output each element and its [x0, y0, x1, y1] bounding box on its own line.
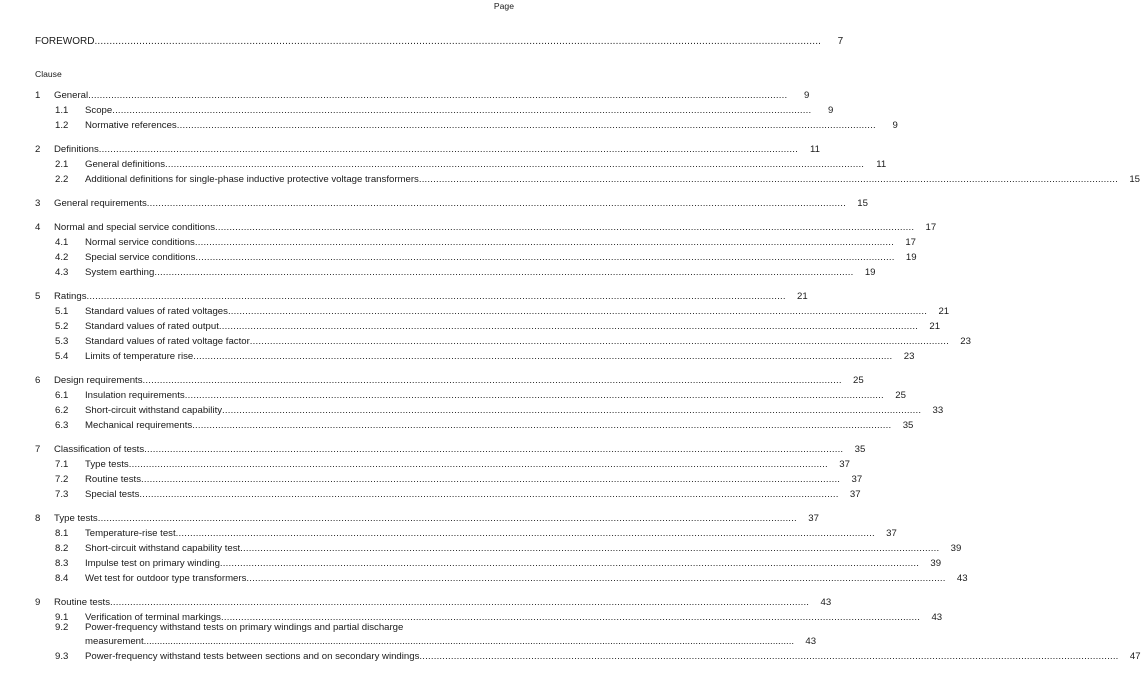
leader-dots [139, 490, 838, 500]
toc-entry-page: 39 [930, 558, 942, 570]
toc-entry-title: Normal and special service conditions [54, 222, 216, 234]
toc-subsection-number: 5.4 [55, 351, 69, 363]
leader-dots [143, 376, 842, 386]
toc-entry-title-wrap [85, 623, 794, 647]
leader-dots [88, 91, 787, 101]
toc-entry-title: Wet test for outdoor type transformers [85, 573, 247, 585]
toc-subsection-9.1[interactable] [35, 608, 943, 624]
toc-entry-title-wrap [85, 460, 828, 470]
toc-subsection-number: 7.2 [55, 474, 69, 486]
leader-dots [193, 352, 892, 362]
toc-entry-page: 11 [810, 144, 820, 156]
toc-subsection-number: 8.4 [55, 573, 69, 585]
leader-dots [147, 199, 846, 209]
toc-entry-page: 35 [902, 420, 914, 432]
toc-entry-title: Ratings [54, 291, 87, 303]
toc-entry-page: 15 [1129, 174, 1140, 186]
toc-entry-page: 43 [956, 573, 968, 585]
toc-subsection-8.3[interactable] [35, 554, 942, 570]
toc-section-8[interactable] [35, 509, 819, 525]
toc-entry-title: Special service conditions [85, 252, 196, 264]
toc-subsection-5.4[interactable] [35, 347, 915, 363]
leader-dots [419, 652, 1118, 662]
toc-subsection-6.2[interactable] [35, 401, 944, 417]
toc-entry-title: General definitions [85, 159, 165, 171]
toc-subsection-number: 4.1 [55, 237, 69, 249]
toc-section-9[interactable] [35, 593, 832, 609]
toc-entry-page: 23 [903, 351, 915, 363]
toc-entry-title-wrap [54, 376, 842, 386]
toc-subsection-number: 4.3 [55, 267, 69, 279]
leader-dots [250, 337, 949, 347]
toc-entry-title-wrap [54, 292, 786, 302]
toc-entry-title-wrap [85, 322, 918, 332]
toc-subsection-number: 9.2 [55, 622, 69, 633]
toc-subsection-6.1[interactable] [35, 386, 906, 402]
clause-column-header: Clause [35, 69, 62, 79]
toc-subsection-1.1[interactable] [35, 101, 834, 117]
toc-entry-page: 47 [1129, 651, 1141, 663]
toc-entry-title-wrap [85, 421, 891, 431]
toc-entry-title-wrap [85, 175, 1118, 185]
leader-dots [112, 106, 811, 116]
leader-dots [144, 445, 843, 455]
toc-subsection-8.2[interactable] [35, 539, 962, 555]
toc-entry-title-wrap [85, 307, 927, 317]
leader-dots [195, 238, 894, 248]
toc-entry-page: 37 [886, 528, 897, 540]
toc-section-5[interactable] [35, 287, 808, 303]
toc-entry-title: Type tests [85, 459, 129, 471]
toc-section-number: 1 [35, 90, 41, 102]
toc-entry-title: Normative references [85, 120, 177, 132]
toc-entry-title-wrap [85, 529, 875, 539]
toc-subsection-number: 8.3 [55, 558, 69, 570]
toc-subsection-number: 1.2 [55, 120, 69, 132]
toc-subsection-1.2[interactable] [35, 116, 898, 132]
toc-entry-page: 9 [803, 90, 810, 102]
toc-subsection-8.1[interactable] [35, 524, 897, 540]
leader-dots [228, 307, 927, 317]
table-of-contents [35, 86, 1141, 663]
toc-entry-title: System earthing [85, 267, 155, 279]
leader-dots [87, 292, 786, 302]
toc-subsection-number: 2.1 [55, 159, 69, 171]
page-column-header: Page [493, 1, 514, 11]
toc-section-1[interactable] [35, 86, 810, 102]
toc-subsection-number: 7.1 [55, 459, 69, 471]
toc-subsection-number: 2.2 [55, 174, 69, 186]
toc-entry-title: Additional definitions for single-phase inductive protective voltage transformers [85, 174, 419, 186]
leader-dots [195, 253, 894, 263]
toc-entry-page: 25 [853, 375, 864, 387]
leader-dots [99, 145, 798, 155]
toc-section-7[interactable] [35, 440, 866, 456]
toc-entry-title-wrap [85, 652, 1119, 662]
toc-entry-title-wrap [85, 121, 876, 131]
toc-section-number: 5 [35, 291, 41, 303]
leader-dots [215, 223, 914, 233]
leader-dots [94, 37, 821, 47]
toc-entry-title-wrap [85, 352, 892, 362]
toc-entry-foreword[interactable] [35, 32, 844, 47]
toc-subsection-number: 9.1 [55, 612, 69, 624]
toc-entry-page: 25 [895, 390, 906, 402]
toc-entry-page: 37 [839, 459, 850, 471]
toc-entry-title: Special tests [85, 489, 140, 501]
toc-entry-title: Routine tests [85, 474, 141, 486]
toc-subsection-4.3[interactable] [35, 263, 876, 279]
toc-entry-title: Normal service conditions [85, 237, 195, 249]
toc-entry-title: Standard values of rated output [85, 321, 219, 333]
toc-entry-page: 21 [938, 306, 950, 318]
leader-dots [176, 529, 875, 539]
toc-subsection-number: 4.2 [55, 252, 69, 264]
toc-entry-page: 11 [876, 159, 887, 171]
toc-subsection-4.2[interactable] [35, 248, 917, 264]
toc-entry-title-wrap [85, 253, 895, 263]
toc-entry-page: 21 [929, 321, 941, 333]
toc-entry-page: 15 [857, 198, 868, 210]
toc-section-number: 9 [35, 597, 41, 609]
toc-entry-title-wrap [54, 145, 798, 155]
toc-entry-title-wrap [54, 199, 846, 209]
toc-subsection-number: 8.2 [55, 543, 69, 555]
toc-entry-title: Standard values of rated voltages [85, 306, 228, 318]
toc-entry-title-wrap [85, 574, 946, 584]
leader-dots [177, 121, 876, 131]
toc-subsection-number: 9.3 [55, 651, 69, 663]
toc-entry-page: 7 [837, 36, 844, 47]
leader-dots [110, 598, 809, 608]
toc-entry-title-wrap [85, 337, 949, 347]
toc-subsection-number: 6.1 [55, 390, 69, 402]
toc-entry-page: 35 [854, 444, 866, 456]
toc-entry-title-wrap [54, 91, 787, 101]
toc-entry-title: Short-circuit withstand capability [85, 405, 223, 417]
toc-section-number: 6 [35, 375, 41, 387]
leader-dots [246, 574, 945, 584]
toc-entry-page: 37 [808, 513, 819, 525]
toc-entry-title: Limits of temperature rise [85, 351, 194, 363]
leader-dots [185, 391, 884, 401]
toc-entry-title-wrap [85, 559, 919, 569]
toc-entry-title-wrap [85, 406, 921, 416]
toc-entry-title: Short-circuit withstand capability test [85, 543, 241, 555]
toc-subsection-7.3[interactable] [35, 485, 861, 501]
toc-entry-page: 37 [851, 474, 863, 486]
toc-entry-title-wrap [85, 160, 864, 170]
toc-entry-title: Standard values of rated voltage factor [85, 336, 250, 348]
toc-subsection-number: 1.1 [55, 105, 69, 117]
leader-dots [144, 637, 794, 647]
toc-section-3[interactable] [35, 194, 868, 210]
toc-subsection-number: 5.3 [55, 336, 69, 348]
toc-subsection-7.1[interactable] [35, 455, 850, 471]
toc-subsection-8.4[interactable] [35, 569, 968, 585]
toc-entry-page: 19 [864, 267, 876, 279]
leader-dots [98, 514, 797, 524]
toc-entry-page: 39 [950, 543, 962, 555]
toc-subsection-number: 6.3 [55, 420, 69, 432]
toc-subsection-number: 8.1 [55, 528, 69, 540]
toc-entry-title: General requirements [54, 198, 147, 210]
toc-subsection-2.1[interactable] [35, 155, 887, 171]
toc-entry-title-continued: measurement [85, 636, 144, 648]
toc-section-number: 8 [35, 513, 41, 525]
toc-subsection-4.1[interactable] [35, 233, 917, 249]
toc-entry-title-wrap [54, 223, 914, 233]
toc-entry-page: 23 [960, 336, 971, 348]
toc-entry-title: FOREWORD [35, 36, 95, 47]
toc-entry-page: 17 [925, 222, 937, 234]
leader-dots [419, 175, 1118, 185]
leader-dots [220, 559, 919, 569]
toc-entry-title-wrap [85, 106, 811, 116]
toc-section-6[interactable] [35, 371, 864, 387]
leader-dots [222, 406, 921, 416]
toc-entry-title: Power-frequency withstand tests between sections and on secondary windings [85, 651, 420, 663]
toc-subsection-5.3[interactable] [35, 332, 971, 348]
leader-dots [219, 322, 918, 332]
toc-entry-title: Power-frequency withstand tests on primary windings and partial discharge [85, 622, 404, 633]
toc-entry-title-wrap [54, 445, 843, 455]
toc-entry-title-wrap [54, 514, 797, 524]
toc-entry-title-continued-wrap [85, 635, 794, 647]
toc-section-number: 3 [35, 198, 41, 210]
toc-entry-title: Mechanical requirements [85, 420, 193, 432]
toc-entry-title: Impulse test on primary winding [85, 558, 220, 570]
leader-dots [165, 160, 864, 170]
toc-entry-title: Scope [85, 105, 113, 117]
toc-entry-page: 43 [820, 597, 832, 609]
toc-subsection-9.3[interactable] [35, 647, 1141, 663]
toc-section-number: 2 [35, 144, 41, 156]
toc-subsection-number: 7.3 [55, 489, 69, 501]
toc-entry-title-wrap [85, 268, 854, 278]
toc-entry-page: 33 [932, 405, 944, 417]
toc-entry-title: Definitions [54, 144, 99, 156]
toc-entry-title: Temperature-rise test [85, 528, 176, 540]
toc-subsection-number: 5.1 [55, 306, 69, 318]
toc-section-4[interactable] [35, 218, 937, 234]
toc-entry-title: Classification of tests [54, 444, 145, 456]
leader-dots [240, 544, 939, 554]
toc-subsection-5.2[interactable] [35, 317, 941, 333]
toc-entry-page: 43 [805, 636, 817, 648]
toc-subsection-7.2[interactable] [35, 470, 863, 486]
leader-dots [141, 475, 840, 485]
toc-subsection-6.3[interactable] [35, 416, 914, 432]
toc-entry-title-wrap [85, 391, 884, 401]
toc-section-number: 4 [35, 222, 41, 234]
toc-entry-title-wrap [85, 490, 839, 500]
toc-entry-title: Design requirements [54, 375, 143, 387]
leader-dots [192, 421, 891, 431]
toc-subsection-5.1[interactable] [35, 302, 950, 318]
toc-entry-page: 9 [828, 105, 834, 117]
toc-entry-title: General [54, 90, 89, 102]
leader-dots [154, 268, 853, 278]
toc-entry-page: 21 [797, 291, 808, 303]
toc-entry-title: Routine tests [54, 597, 110, 609]
toc-entry-page: 19 [905, 252, 917, 264]
toc-subsection-number: 6.2 [55, 405, 69, 417]
toc-entry-title-wrap [85, 475, 840, 485]
toc-entry-title-wrap [85, 544, 939, 554]
toc-subsection-number: 5.2 [55, 321, 69, 333]
toc-subsection-9.2[interactable] [35, 622, 817, 648]
toc-entry-page: 9 [892, 120, 898, 132]
toc-entry-page: 17 [905, 237, 917, 249]
toc-section-number: 7 [35, 444, 41, 456]
leader-dots [129, 460, 828, 470]
toc-entry-title-wrap [85, 238, 894, 248]
toc-entry-title: Insulation requirements [85, 390, 185, 402]
toc-entry-title: Type tests [54, 513, 98, 525]
toc-entry-page: 43 [931, 612, 943, 624]
toc-entry-title-wrap [54, 598, 809, 608]
toc-entry-page: 37 [849, 489, 861, 501]
toc-subsection-2.2[interactable] [35, 170, 1140, 186]
toc-section-2[interactable] [35, 140, 820, 156]
toc-entry-title: Verification of terminal markings [85, 612, 221, 624]
